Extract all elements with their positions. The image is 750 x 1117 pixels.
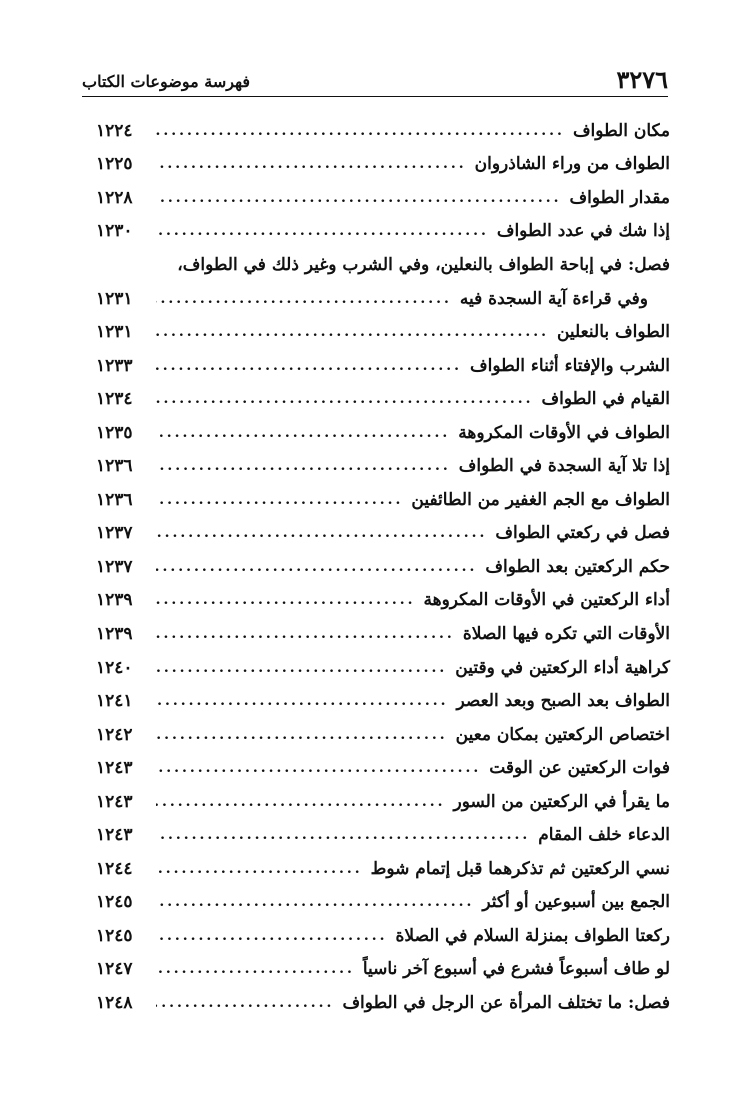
toc-entry-page: ١٢٤٥ [96,925,133,946]
toc-entry-title: القيام في الطواف [541,389,670,410]
toc-entry-page: ١٢٣٧ [96,523,133,544]
toc-entry-page: ١٢٤٤ [96,858,133,879]
toc-entry-page: ١٢٣٠ [96,221,133,242]
toc-entry-page: ١٢٤٨ [96,992,133,1013]
toc-entry [96,818,670,852]
toc-entry-title: وفي قراءة آية السجدة فيه [459,288,648,309]
toc-entry [96,584,670,618]
toc-entry-page: ١٢٣٦ [96,456,133,477]
toc-entry-page: ١٢٤١ [96,691,133,712]
dot-leader [156,961,355,977]
dot-leader [156,223,489,239]
toc-entry-page: ١٢٤٣ [96,758,133,779]
dot-leader [156,525,487,541]
table-of-contents [96,114,670,1020]
toc-entry [96,617,670,651]
toc-entry-page: ١٢٣٩ [96,590,133,611]
dot-leader [156,458,451,474]
toc-entry-page: ١٢٣٩ [96,623,133,644]
toc-entry [96,684,670,718]
toc-entry-page: ١٢٤٠ [96,657,133,678]
dot-leader [156,626,455,642]
toc-entry-title: الطواف بعد الصبح وبعد العصر [456,691,670,712]
dot-leader [156,190,562,206]
toc-entry-page: ١٢٣٣ [96,355,133,376]
toc-entry-page: ١٢٣٧ [96,556,133,577]
toc-entry-title: الطواف بالنعلين [556,322,670,343]
toc-entry [96,449,670,483]
dot-leader [156,693,448,709]
toc-entry-page: ١٢٢٤ [96,120,133,141]
toc-entry-page: ١٢٣٥ [96,422,133,443]
toc-entry [96,919,670,953]
toc-entry [96,651,670,685]
toc-entry-title: إذا تلا آية السجدة في الطواف [458,456,670,477]
toc-entry [96,248,670,282]
toc-entry-title: الدعاء خلف المقام [538,825,670,846]
toc-entry [96,282,670,316]
page-number: ٣٢٧٦ [616,65,668,94]
toc-entry-page: ١٢٢٥ [96,154,133,175]
toc-entry-title: الطواف مع الجم الغفير من الطائفين [411,489,670,510]
toc-entry-title: الشرب والإفتاء أثناء الطواف [470,355,670,376]
toc-entry-title: كراهية أداء الركعتين في وقتين [455,657,670,678]
toc-entry-page: ١٢٤٣ [96,791,133,812]
dot-leader [156,391,534,407]
toc-entry-title: أداء الركعتين في الأوقات المكروهة [423,590,670,611]
page-header [82,58,668,97]
toc-entry-title: فصل: ما تختلف المرأة عن الرجل في الطواف [342,992,670,1013]
toc-entry [96,315,670,349]
toc-entry [96,382,670,416]
toc-entry-page: ١٢٣١ [96,288,133,309]
toc-entry [96,148,670,182]
toc-entry-title: ما يقرأ في الركعتين من السور [453,791,670,812]
toc-entry [96,550,670,584]
dot-leader [156,358,462,374]
dot-leader [156,425,450,441]
toc-entry-title: اختصاص الركعتين بمكان معين [455,724,670,745]
dot-leader [156,861,363,877]
toc-entry [96,215,670,249]
dot-leader [156,492,403,508]
toc-entry [96,852,670,886]
toc-entry-page: ١٢٣٤ [96,389,133,410]
toc-entry [96,953,670,987]
dot-leader [156,760,481,776]
toc-entry-page: ١٢٤٢ [96,724,133,745]
toc-entry-page: ١٢٣٦ [96,489,133,510]
dot-leader [156,827,530,843]
toc-entry [96,886,670,920]
toc-entry-page: ١٢٢٨ [96,187,133,208]
toc-entry-title: ركعتا الطواف بمنزلة السلام في الصلاة [395,925,670,946]
toc-entry-page: ١٢٤٧ [96,959,133,980]
toc-entry-title: الطواف من وراء الشاذروان [474,154,670,175]
toc-entry [96,114,670,148]
dot-leader [156,156,467,172]
toc-entry-title: مقدار الطواف [569,187,670,208]
toc-entry [96,349,670,383]
dot-leader [156,324,549,340]
toc-entry-title: فصل في ركعتي الطواف [495,523,670,544]
toc-entry-title: حكم الركعتين بعد الطواف [485,556,670,577]
toc-entry [96,517,670,551]
dot-leader [156,660,447,676]
toc-entry-title: لو طاف أسبوعاً فشرع في أسبوع آخر ناسياً [362,959,670,980]
toc-entry-title: الطواف في الأوقات المكروهة [458,422,670,443]
dot-leader [156,592,416,608]
toc-entry-title: إذا شك في عدد الطواف [496,221,670,242]
toc-entry-page: ١٢٤٥ [96,892,133,913]
toc-entry [96,986,670,1020]
toc-entry [96,785,670,819]
toc-entry [96,718,670,752]
toc-entry [96,751,670,785]
toc-entry-title: الجمع بين أسبوعين أو أكثر [482,892,670,913]
dot-leader [156,894,474,910]
dot-leader [156,123,565,139]
toc-entry [96,483,670,517]
dot-leader [156,794,446,810]
running-title: فهرسة موضوعات الكتاب [82,72,251,91]
toc-entry-page: ١٢٤٣ [96,825,133,846]
toc-entry-page: ١٢٣١ [96,322,133,343]
toc-entry-title: نسي الركعتين ثم تذكرهما قبل إتمام شوط [370,858,670,879]
toc-entry [96,416,670,450]
toc-entry-title: فوات الركعتين عن الوقت [489,758,670,779]
dot-leader [156,559,477,575]
toc-entry-title: مكان الطواف [572,120,670,141]
dot-leader [156,995,334,1011]
toc-entry-title: الأوقات التي تكره فيها الصلاة [462,623,670,644]
toc-entry-title: فصل: في إباحة الطواف بالنعلين، وفي الشرب وغير ذلك في الطواف، [177,254,670,275]
dot-leader [156,928,388,944]
dot-leader [156,291,452,307]
dot-leader [156,727,448,743]
toc-entry [96,181,670,215]
